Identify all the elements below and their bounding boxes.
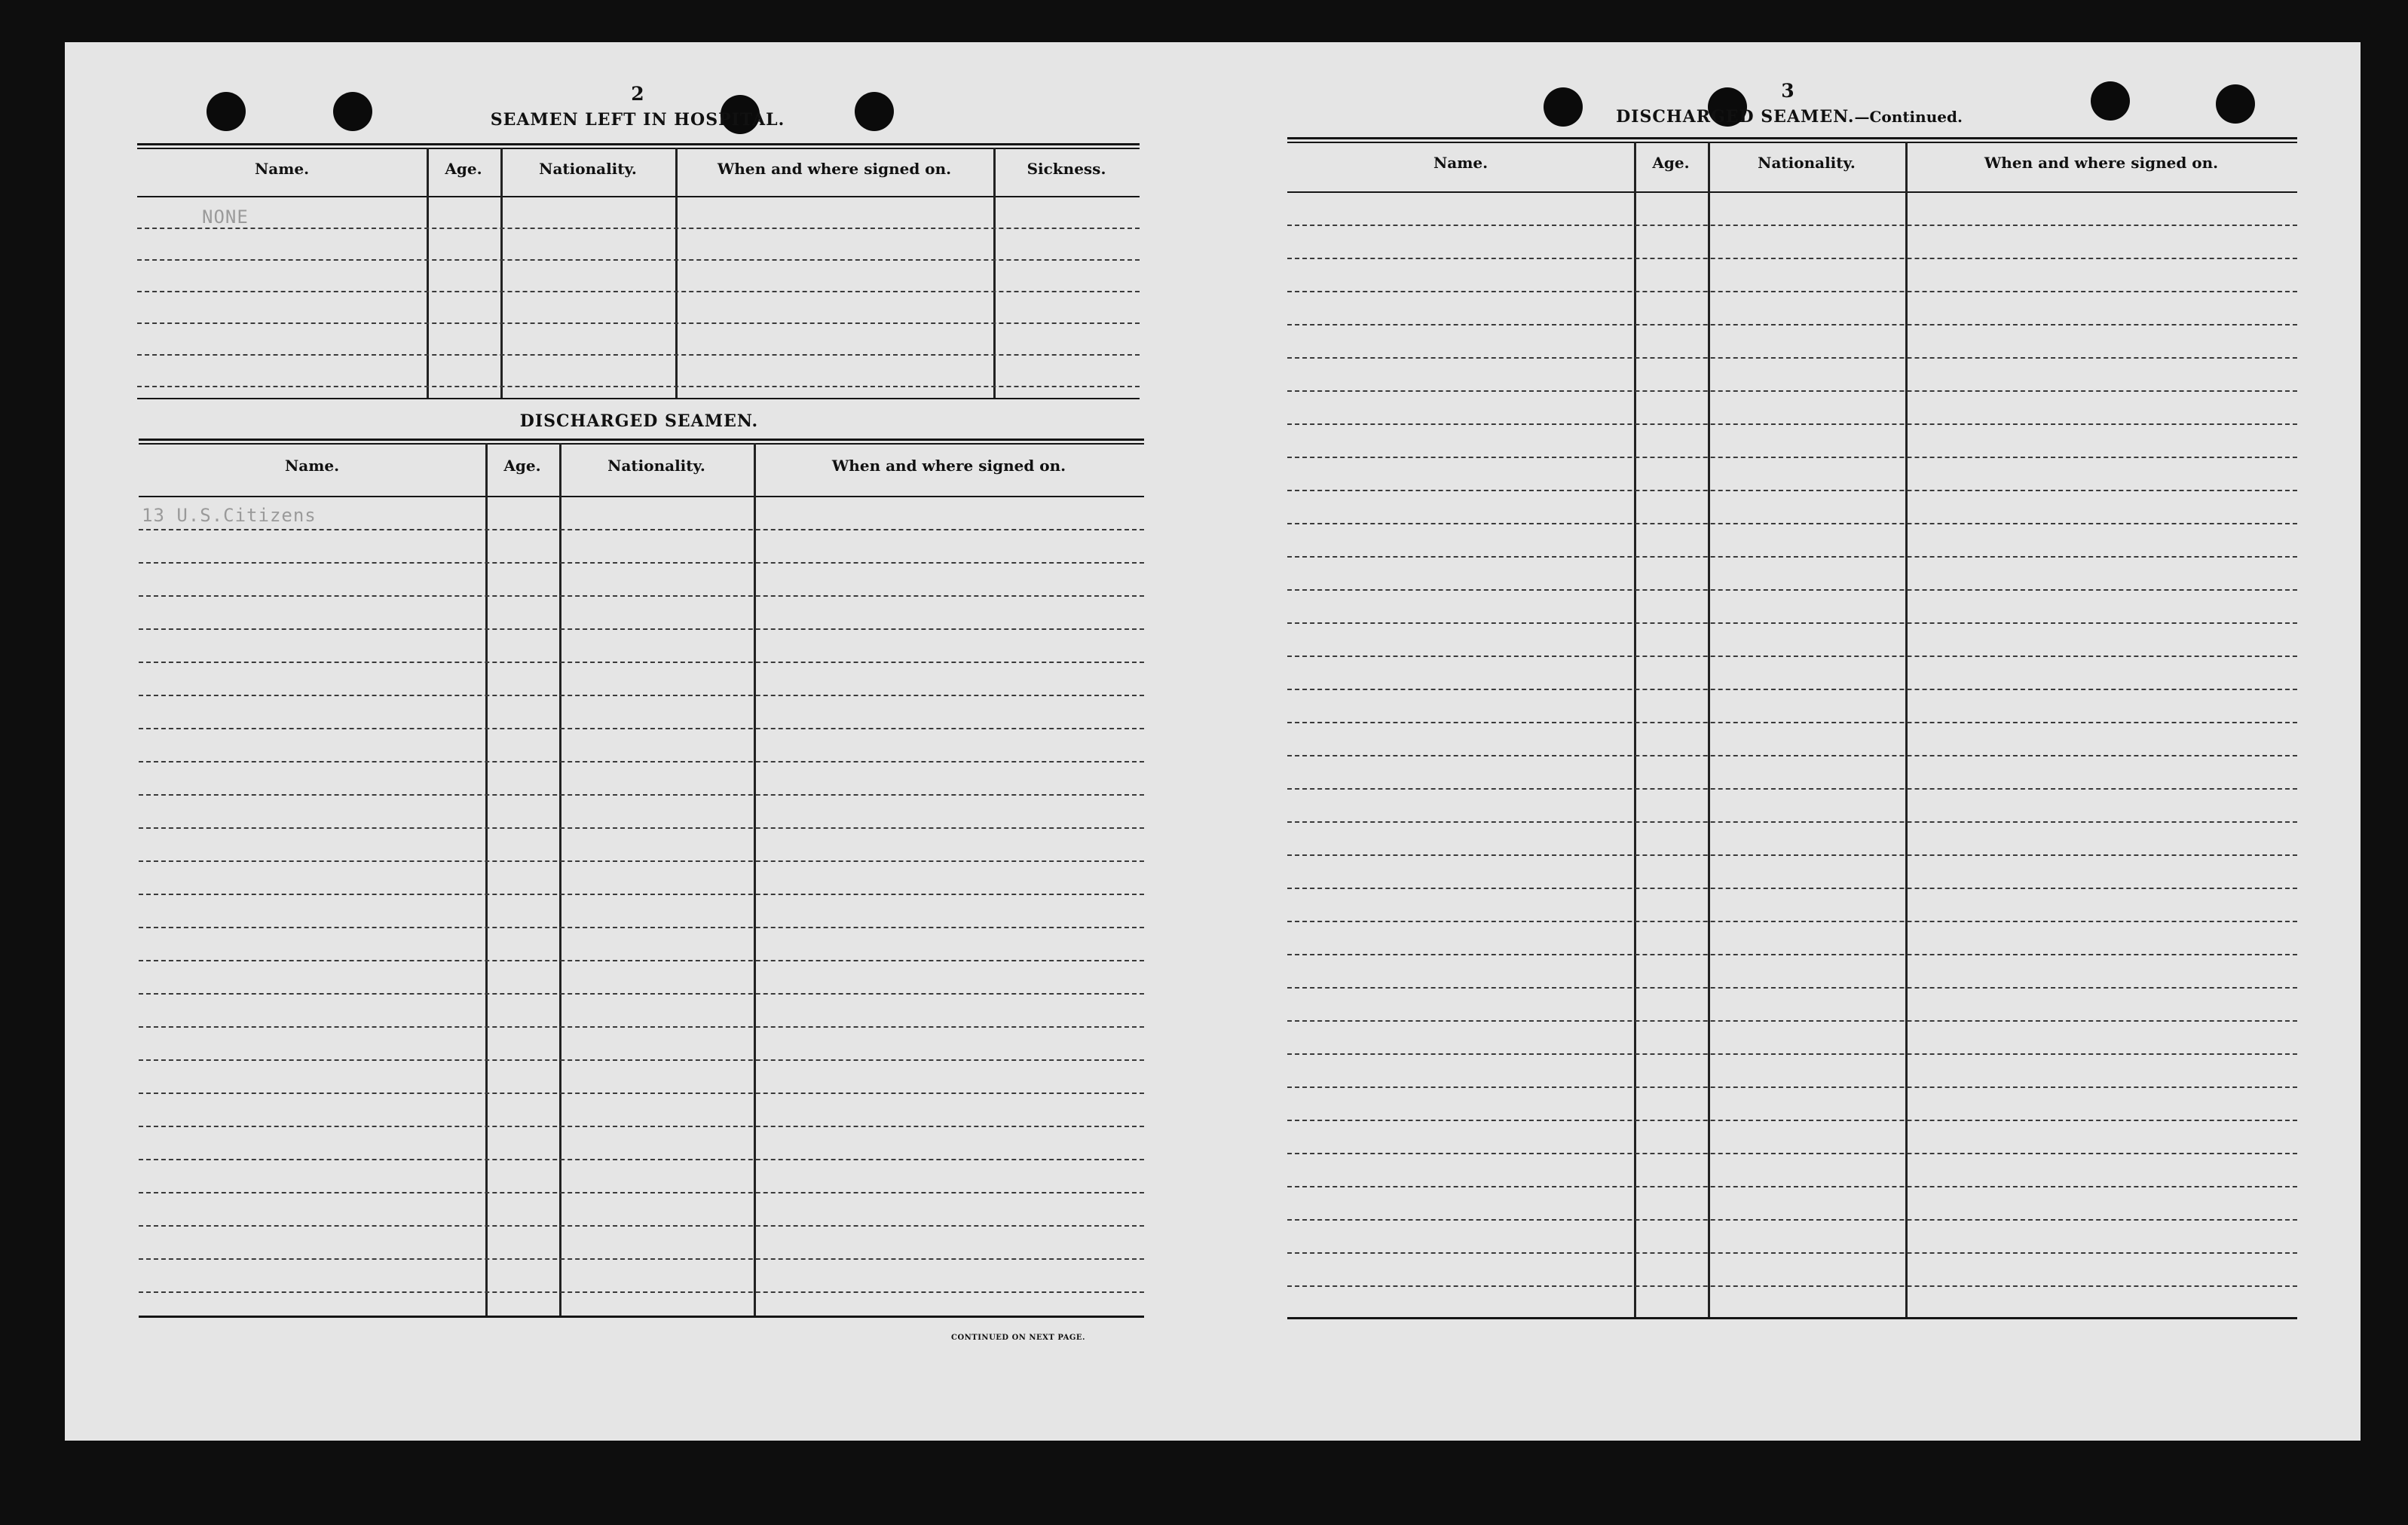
column-header-nationality: Nationality.: [1758, 154, 1856, 172]
title-main: DISCHARGED SEAMEN.: [1616, 107, 1855, 127]
handwritten-entry-citizens: 13 U.S.Citizens: [142, 505, 317, 526]
hospital-table: [137, 143, 1140, 452]
column-header-sickness: Sickness.: [1027, 160, 1106, 178]
discharged-table-right: [1287, 137, 2297, 1335]
column-header-signed-on: When and where signed on.: [831, 457, 1066, 475]
punch-hole: [1544, 87, 1583, 127]
punch-hole: [2091, 81, 2130, 121]
punch-hole: [855, 92, 894, 131]
punch-hole: [207, 92, 246, 131]
page-number-left: 2: [631, 83, 644, 105]
column-header-signed-on: When and where signed on.: [1984, 154, 2219, 172]
document-sheet: [65, 42, 2361, 1441]
discharged-table-left: [139, 439, 1144, 1328]
column-header-nationality: Nationality.: [539, 160, 637, 178]
column-header-age: Age.: [445, 160, 482, 178]
punch-hole: [333, 92, 372, 131]
column-header-age: Age.: [1652, 154, 1690, 172]
title-suffix: —Continued.: [1854, 108, 1963, 126]
section-title-discharged: DISCHARGED SEAMEN.: [519, 411, 759, 431]
page-number-right: 3: [1781, 80, 1795, 102]
section-title-discharged-continued: [1616, 107, 1963, 127]
column-header-nationality: Nationality.: [607, 457, 705, 475]
handwritten-entry-none: NONE: [202, 206, 249, 228]
continued-footer: CONTINUED ON NEXT PAGE.: [951, 1334, 1086, 1342]
section-title-hospital: SEAMEN LEFT IN HOSPITAL.: [490, 110, 785, 130]
column-header-name: Name.: [1433, 154, 1489, 172]
column-header-age: Age.: [503, 457, 541, 475]
column-header-signed-on: When and where signed on.: [717, 160, 952, 178]
column-header-name: Name.: [254, 160, 310, 178]
punch-hole: [2216, 84, 2255, 124]
column-header-name: Name.: [284, 457, 340, 475]
